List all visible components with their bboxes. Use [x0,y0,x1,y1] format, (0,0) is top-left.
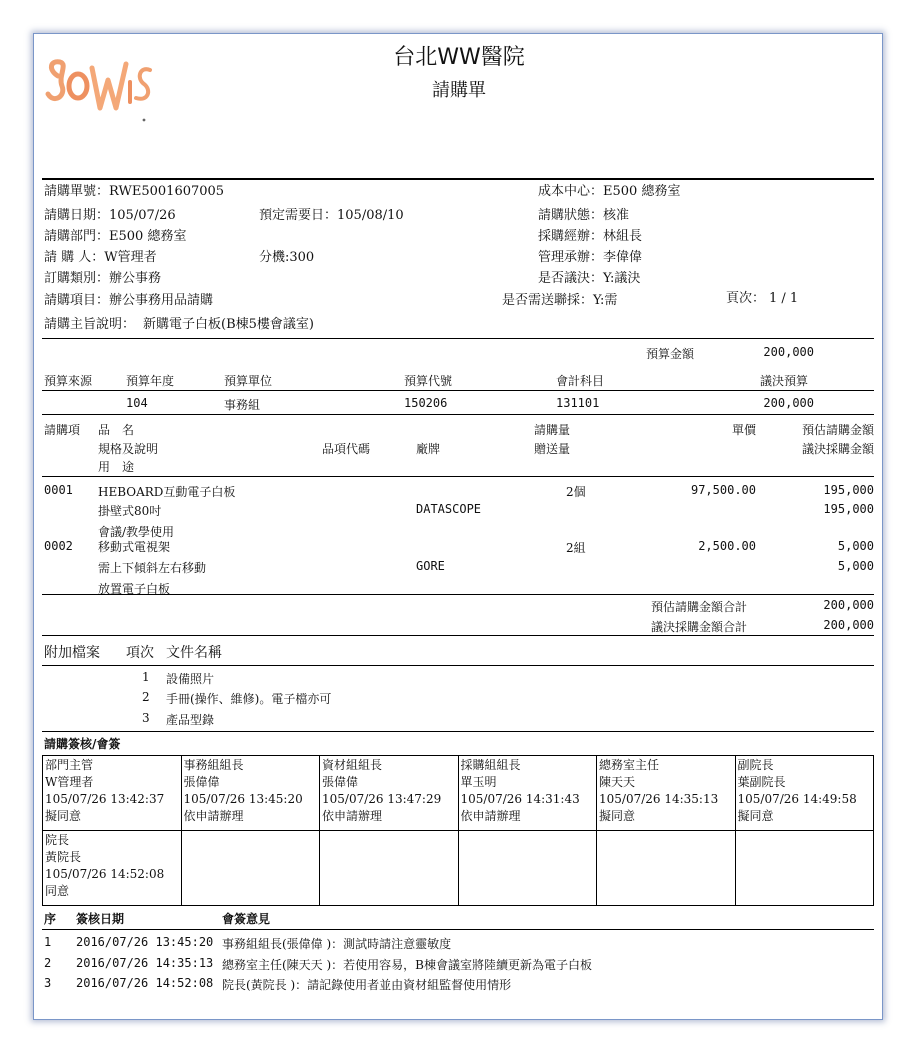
signoff-name: 張偉偉 [322,775,359,789]
council-row [538,267,640,286]
comment-date: 2016/07/26 14:52:08 [76,976,214,990]
status-row [538,204,629,223]
divider [42,731,874,732]
comment-text: 事務組組長(張偉偉 )：測試時請注意靈敏度 [222,937,452,951]
item-row [44,289,213,308]
logo-graphic [44,46,154,126]
dept-row [44,225,186,244]
item-no: 0001 [44,483,73,497]
item-approved: 195,000 [823,502,874,516]
signoff-role: 採購組組長 [460,758,521,772]
divider [42,635,874,636]
signoff-cell [735,756,874,831]
label: 請購項目： [44,293,110,308]
label: 預定需要日： [259,208,338,223]
label: 採購經辦： [538,229,604,244]
signoff-time: 105/07/26 14:31:43 [460,792,580,806]
attachments-label: 附加檔案 [44,645,100,661]
attachments-col-no: 項次 [126,645,154,661]
purpose: 新購電子白板(B棟5樓會議室) [143,317,314,332]
signoff-cell [181,756,320,831]
item-qty: 2個 [566,485,586,499]
attachment-no: 3 [142,711,150,725]
signoff-table [42,755,874,906]
comment-seq: 1 [44,935,52,949]
col-name: 品 名 [98,423,135,437]
order-date: 105/07/26 [109,208,176,223]
item-brand: DATASCOPE [416,502,482,516]
item-est: 5,000 [837,539,874,553]
signoff-role: 部門主管 [45,758,94,772]
manager: 李偉偉 [603,250,643,265]
budget-col-account: 會計科目 [556,374,605,388]
col-brand: 廠牌 [416,442,441,456]
budget-unit: 事務組 [224,398,261,412]
requester: W管理者 [104,250,157,265]
order-no-row [44,180,224,199]
item-price: 2,500.00 [698,539,756,553]
label: 成本中心： [538,184,604,199]
hospital-name: 台北WW醫院 [393,45,525,70]
total-est: 200,000 [823,598,874,612]
order-type: 辦公事務 [109,271,162,286]
signoff-opinion: 依申請辦理 [183,809,244,823]
item-brand: GORE [416,559,445,573]
col-use: 用 途 [98,460,135,474]
col-gift: 贈送量 [534,442,571,456]
comment-date: 2016/07/26 14:35:13 [76,956,214,970]
signoff-opinion: 擬同意 [599,809,636,823]
form-title: 請購單 [432,80,486,101]
total-approved-label: 議決採購金額合計 [651,620,748,634]
comment-text: 總務室主任(陳天天 )：若使用容易，B棟會議室將陸續更新為電子白板 [222,958,592,972]
signoff-opinion: 依申請辦理 [460,809,521,823]
signoff-name: 黃院長 [45,850,82,864]
send-row [502,289,617,308]
signoff-time: 105/07/26 14:52:08 [45,867,165,881]
signoff-title: 請購簽核/會簽 [44,737,121,751]
logo [44,46,154,126]
comments-col-opinion: 會簽意見 [222,912,271,926]
divider [42,414,874,415]
signoff-opinion: 依申請辦理 [322,809,383,823]
col-code: 品項代碼 [322,442,371,456]
need-date: 105/08/10 [337,208,404,223]
handler-row [538,225,642,244]
signoff-name: 單玉明 [460,775,497,789]
comment-text: 院長(黃院長 )：請記錄使用者並由資材組監督使用情形 [222,978,512,992]
need-date-row [259,204,404,223]
signoff-opinion: 同意 [45,884,70,898]
signoff-empty-cell [735,831,874,906]
cost-center-row [538,180,680,199]
page-row [726,287,798,306]
signoff-cell [43,756,182,831]
budget-approved: 200,000 [763,396,814,410]
signoff-opinion: 擬同意 [45,809,82,823]
signoff-time: 105/07/26 13:47:29 [322,792,442,806]
item-qty: 2組 [566,541,586,555]
budget-amount-label: 預算金額 [646,347,695,361]
col-est: 預估請購金額 [801,423,874,437]
comment-seq: 3 [44,976,52,990]
label: 頁次： [726,291,766,306]
document-page [33,33,883,1020]
signoff-role: 副院長 [737,758,774,772]
divider [42,594,874,595]
order-item: 辦公事務用品請購 [109,293,214,308]
signoff-name: W管理者 [45,775,94,789]
signoff-name: 張偉偉 [183,775,220,789]
divider [42,390,874,391]
date-row [44,204,176,223]
divider [42,476,874,477]
label: 訂購類別： [44,271,110,286]
purpose-row [44,313,314,332]
ext: 300 [289,250,315,265]
attachment-no: 2 [142,690,150,704]
comments-col-date: 簽核日期 [76,912,125,926]
budget-account: 131101 [556,396,600,410]
total-est-label: 預估請購金額合計 [651,600,748,614]
budget-col-year: 預算年度 [126,374,175,388]
attachments-col-name: 文件名稱 [166,645,222,661]
label: 管理承辦： [538,250,604,265]
item-no: 0002 [44,539,73,553]
item-use: 放置電子白板 [98,582,171,596]
col-approved: 議決採購金額 [801,442,874,456]
type-row [44,267,161,286]
comment-seq: 2 [44,956,52,970]
signoff-cell [597,756,736,831]
signoff-empty-cell [597,831,736,906]
label: 請購單號： [44,184,110,199]
item-est: 195,000 [823,483,874,497]
signoff-role: 資材組組長 [322,758,383,772]
item-approved: 5,000 [837,559,874,573]
item-spec: 需上下傾斜左右移動 [98,561,207,575]
signoff-time: 105/07/26 13:42:37 [45,792,165,806]
budget-col-source: 預算來源 [44,374,93,388]
signoff-time: 105/07/26 14:35:13 [599,792,719,806]
signoff-empty-cell [320,831,459,906]
status: 核准 [603,208,630,223]
item-name: HEBOARD互動電子白板 [98,485,236,499]
label: 請購狀態： [538,208,604,223]
signoff-time: 105/07/26 13:45:20 [183,792,303,806]
signoff-cell [458,756,597,831]
send: Y:需 [593,293,618,308]
comment-date: 2016/07/26 13:45:20 [76,935,214,949]
col-price: 單價 [731,423,756,437]
label: 是否需送聯採： [502,293,594,308]
requester-row [44,246,157,265]
divider [42,665,874,666]
order-no: RWE5001607005 [109,184,225,199]
signoff-name: 陳天天 [599,775,636,789]
divider [42,338,874,339]
budget-col-code: 預算代號 [404,374,453,388]
page-number: 1 / 1 [769,291,799,306]
ext-row [259,246,314,265]
item-price: 97,500.00 [690,483,756,497]
signoff-role: 總務室主任 [599,758,660,772]
dept: E500 總務室 [109,229,187,244]
budget-col-unit: 預算單位 [224,374,273,388]
signoff-cell [43,831,182,906]
total-approved: 200,000 [823,618,874,632]
council: Y:議決 [603,271,641,286]
manager-row [538,246,642,265]
signoff-role: 院長 [45,833,70,847]
label: 分機: [259,250,290,265]
label: 請 購 人： [44,250,105,265]
signoff-time: 105/07/26 14:49:58 [737,792,857,806]
col-qty: 請購量 [534,423,571,437]
budget-year: 104 [126,396,148,410]
signoff-name: 葉副院長 [737,775,786,789]
attachment-link[interactable]: 手冊(操作、維修)。電子檔亦可 [166,692,332,706]
handler: 林組長 [603,229,643,244]
label: 請購部門： [44,229,110,244]
label: 請購主旨說明： [44,317,136,332]
signoff-role: 事務組組長 [183,758,244,772]
divider [42,929,874,930]
budget-amount: 200,000 [763,345,814,359]
signoff-empty-cell [181,831,320,906]
attachment-no: 1 [142,670,150,684]
item-name: 移動式電視架 [98,540,171,554]
attachment-link[interactable]: 設備照片 [166,672,215,686]
col-no: 請購項 [44,423,81,437]
cost-center: E500 總務室 [603,184,681,199]
budget-code: 150206 [404,396,448,410]
label: 請購日期： [44,208,110,223]
attachment-link[interactable]: 產品型錄 [166,713,215,727]
budget-col-approved: 議決預算 [760,374,809,388]
signoff-opinion: 擬同意 [737,809,774,823]
col-spec: 規格及說明 [98,442,159,456]
signoff-cell [320,756,459,831]
item-use: 會議/教學使用 [98,525,175,539]
item-spec: 掛壁式80吋 [98,504,162,518]
signoff-empty-cell [458,831,597,906]
comments-col-seq: 序 [44,912,57,926]
label: 是否議決： [538,271,604,286]
